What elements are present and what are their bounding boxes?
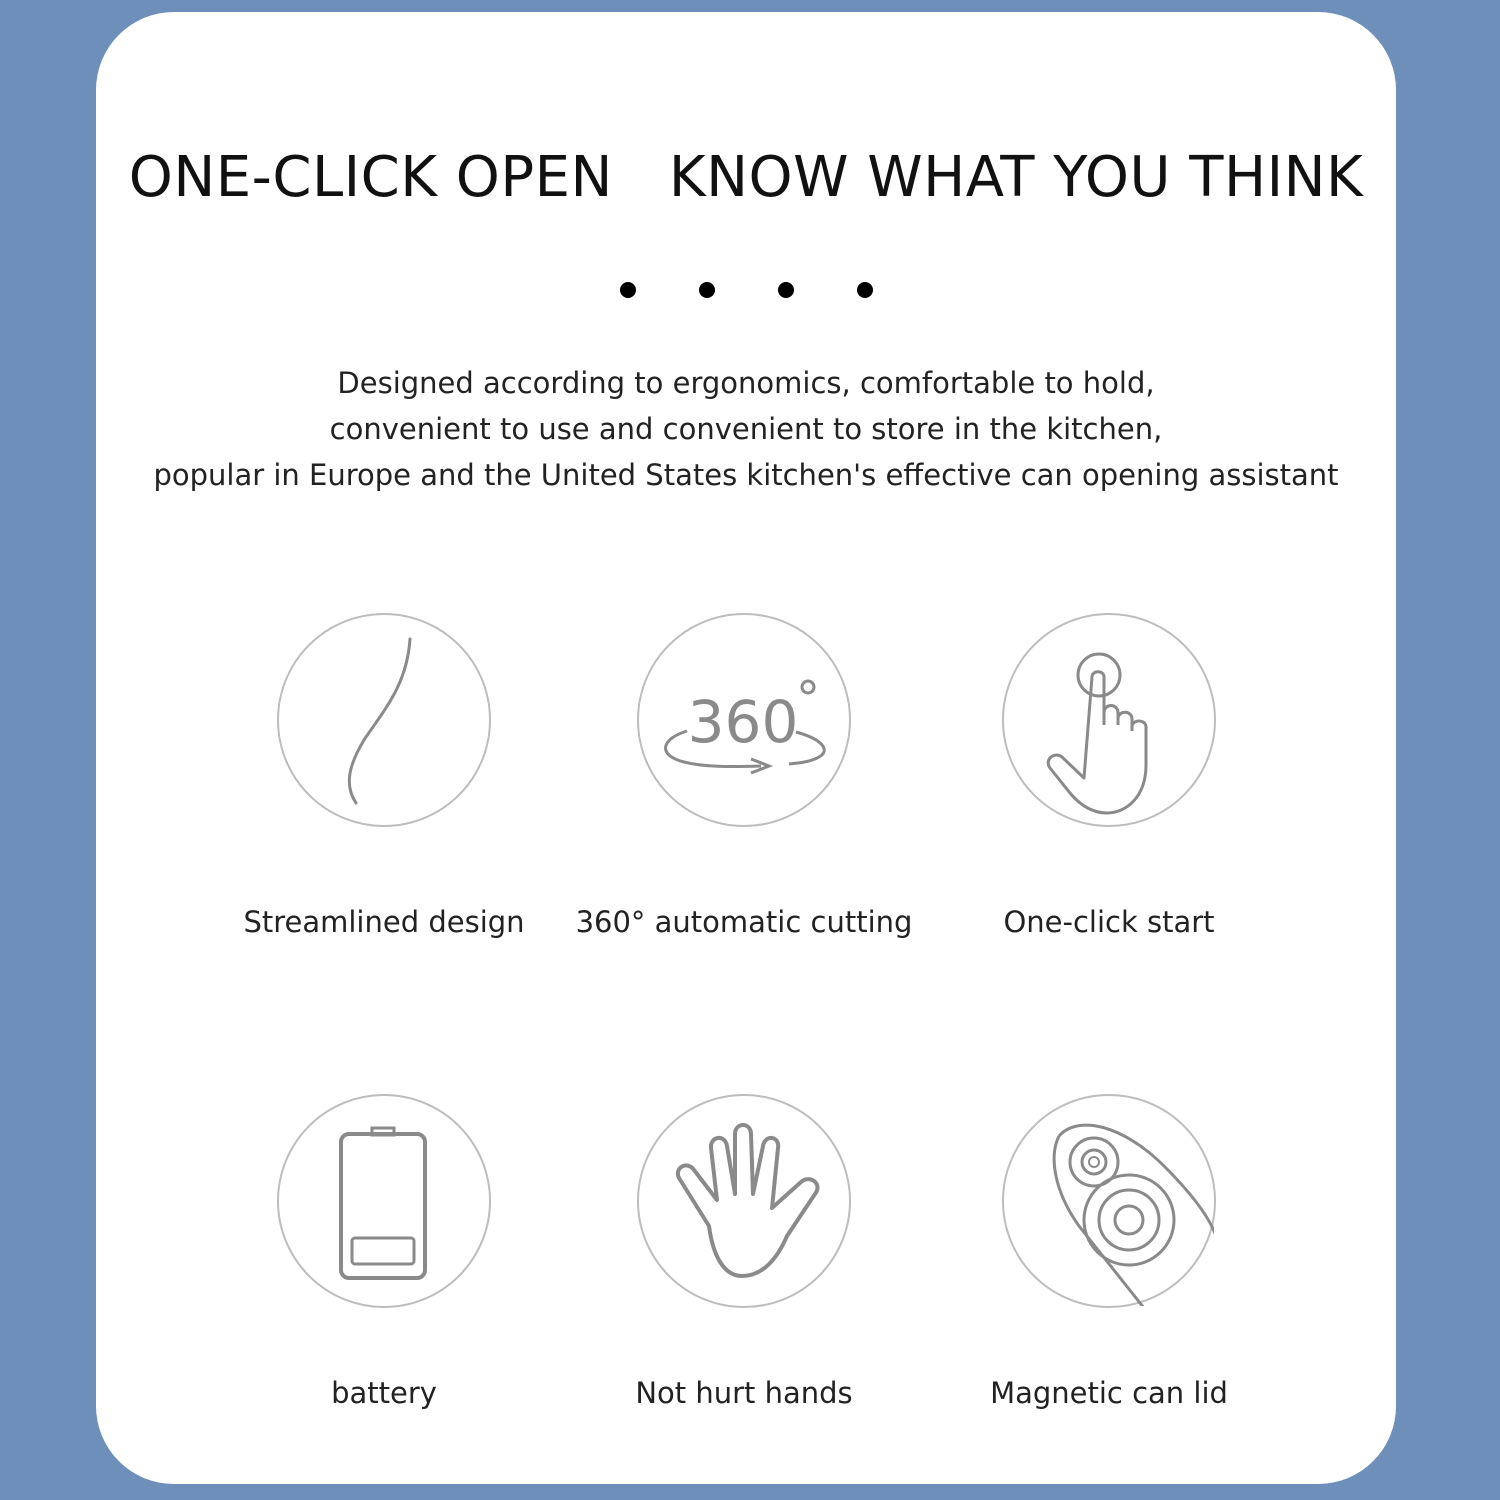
divider-dot [620, 282, 636, 298]
description-line-3: popular in Europe and the United States kitchen's effective can opening assistant [153, 458, 1339, 492]
headline-part-1: ONE-CLICK OPEN [128, 145, 613, 210]
feature-label: Magnetic can lid [990, 1376, 1228, 1410]
feature-label: One-click start [1003, 905, 1215, 939]
feature-360-cutting [564, 613, 924, 939]
rotate-360-text: 360 [687, 688, 799, 756]
feature-battery [204, 1094, 564, 1410]
feature-not-hurt-hands [564, 1094, 924, 1410]
feature-label: battery [331, 1376, 437, 1410]
feature-one-click-start [929, 613, 1289, 939]
divider-dot [699, 282, 715, 298]
headline [96, 145, 1396, 210]
dot-divider [96, 282, 1396, 298]
feature-label: 360° automatic cutting [575, 905, 913, 939]
description-line-2: convenient to use and convenient to store in the kitchen, [329, 412, 1163, 446]
battery-icon [279, 1096, 489, 1306]
feature-streamlined-design [204, 613, 564, 939]
divider-dot [778, 282, 794, 298]
magnetic-lid-icon [1004, 1096, 1214, 1306]
icon-circle [1002, 613, 1216, 827]
description [96, 360, 1396, 498]
feature-label: Not hurt hands [635, 1376, 853, 1410]
icon-circle [637, 1094, 851, 1308]
icon-circle [277, 1094, 491, 1308]
icon-circle [1002, 1094, 1216, 1308]
feature-label: Streamlined design [243, 905, 525, 939]
feature-magnetic-can-lid [929, 1094, 1289, 1410]
feature-card [96, 12, 1396, 1484]
open-hand-icon [639, 1096, 849, 1306]
icon-circle [637, 613, 851, 827]
divider-dot [857, 282, 873, 298]
streamline-curve-icon [279, 615, 489, 825]
headline-part-2: KNOW WHAT YOU THINK [668, 145, 1364, 210]
icon-circle [277, 613, 491, 827]
rotate-360-icon [639, 615, 849, 825]
finger-press-icon [1004, 615, 1214, 825]
description-line-1: Designed according to ergonomics, comfortable to hold, [337, 366, 1155, 400]
